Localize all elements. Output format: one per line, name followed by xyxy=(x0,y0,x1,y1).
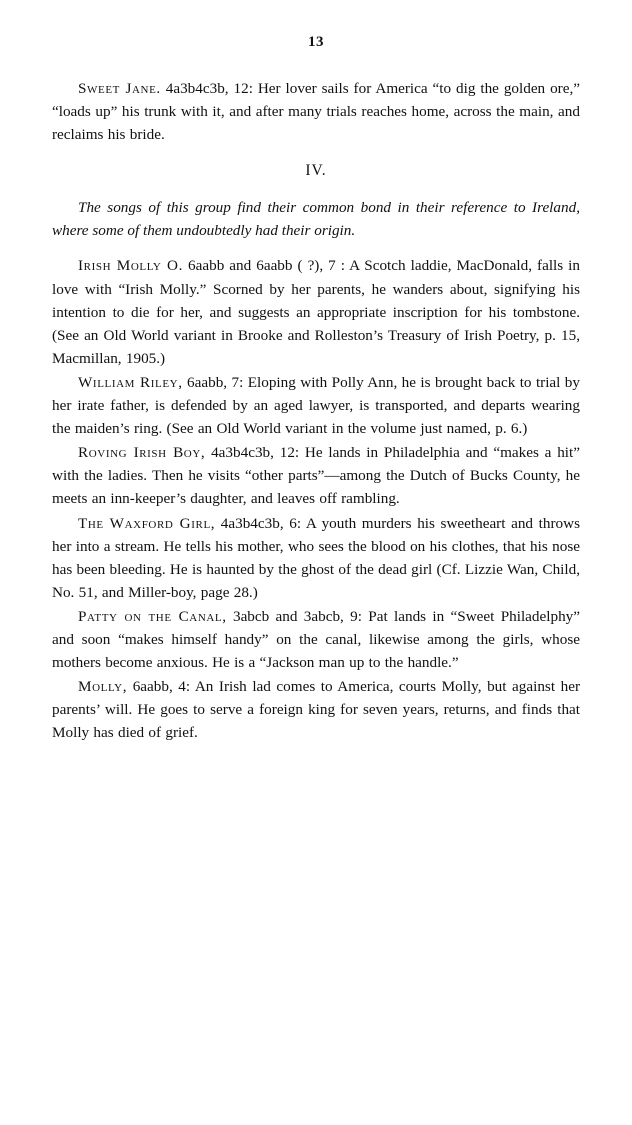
item-paragraph xyxy=(52,675,580,744)
item-paragraph xyxy=(52,441,580,510)
page-number: 13 xyxy=(308,34,324,50)
entry-caption: Sweet Jane. xyxy=(78,80,161,97)
item-paragraph xyxy=(52,512,580,604)
item-text: 4a3b4c3b, 12: He lands in Philadelphia and “makes a hit” with the ladies. Then he visits “other parts”—among the Dutch of Bucks County, he meets an inn-keeper’s daughter, and leaves off rambling. xyxy=(52,444,580,508)
item-paragraph xyxy=(52,371,580,440)
item-caption: Irish Molly O. xyxy=(78,257,184,275)
item-caption: William Riley, xyxy=(78,373,183,391)
item-text: 6aabb, 4: An Irish lad comes to America, courts Molly, but against her parents’ will. He goes to serve a foreign king for seven years, returns, and finds that Molly has died of grief. xyxy=(52,678,580,742)
item-caption: The Waxford Girl, xyxy=(78,514,216,532)
entry-paragraph xyxy=(52,77,580,146)
item-caption: Roving Irish Boy, xyxy=(78,444,206,462)
section-note: The songs of this group find their common bond in their reference to Ireland, where some of them undoubtedly had their origin. xyxy=(52,199,580,240)
item-caption: Molly, xyxy=(78,678,128,696)
item-text: 4a3b4c3b, 6: A youth murders his sweetheart and throws her into a stream. He tells his mother, who sees the blood on his clothes, that his nose has been bleeding. He is haunted by the ghost of the dead girl (Cf. Lizzie Wan, Child, No. 51, and Miller-boy, page 28.) xyxy=(52,514,580,601)
item-paragraph xyxy=(52,254,580,369)
item-paragraph xyxy=(52,605,580,674)
item-text: 6aabb, 7: Eloping with Polly Ann, he is brought back to trial by her irate father, is defended by an aged lawyer, is transported, and departs wearing the maiden’s ring. (See an Old World variant in the volume just named, p. 6.) xyxy=(52,373,580,438)
item-text: 3abcb and 3abcb, 9: Pat lands in “Sweet Philadelphy” and soon “makes himself handy” on the canal, likewise among the girls, whose mothers become anxious. He is a “Jackson man up to the handle.” xyxy=(52,607,581,672)
item-text: 6aabb and 6aabb ( ?), 7 : A Scotch laddie, MacDonald, falls in love with “Irish Molly.” Scorned by her parents, he wanders about, signifying his intention to die for her, and suggests an appropriate inscription for his tombstone. (See an Old World variant in Brooke and Rolleston’s Treasury of Irish Poetry, p. 15, Macmillan, 1905.) xyxy=(52,257,580,367)
section-number: IV. xyxy=(305,162,327,180)
entry-text: 4a3b4c3b, 12: Her lover sails for America “to dig the golden ore,” “loads up” his trunk with it, and after many trials reaches home, across the main, and reclaims his bride. xyxy=(52,80,581,144)
item-caption: Patty on the Canal, xyxy=(78,607,227,625)
